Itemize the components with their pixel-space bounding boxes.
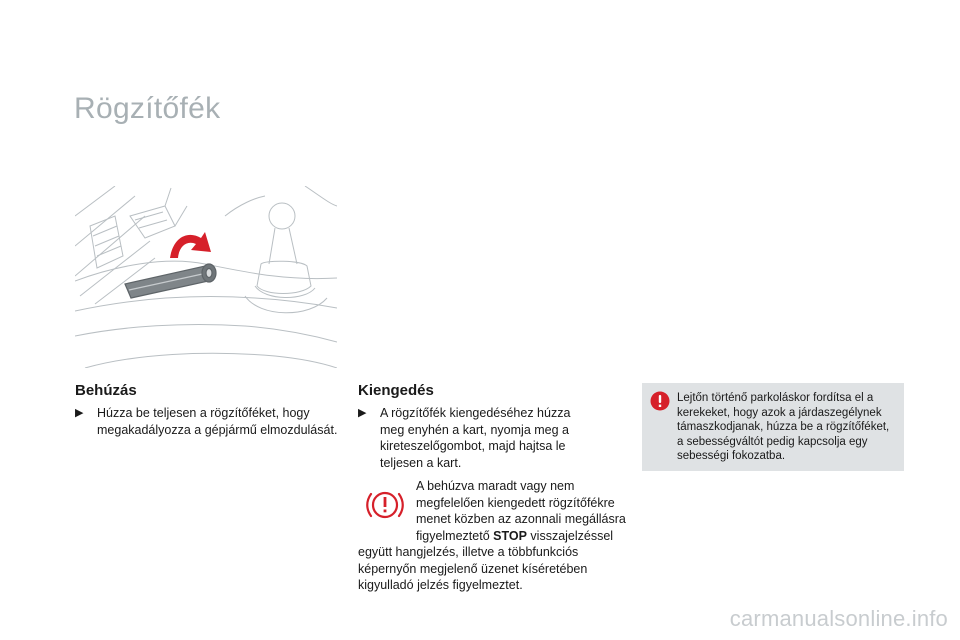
bullet-arrow-icon: ▶ [358, 407, 367, 419]
brake-warning-icon [364, 484, 406, 526]
brake-warning-note [358, 478, 626, 594]
handbrake-illustration [75, 186, 337, 368]
info-box-parking-slope [642, 383, 904, 471]
behuzas-heading: Behúzás [75, 382, 137, 399]
brake-warning-text: A behúzva maradt vagy nem megfelelően kiengedett rögzítőfékre menet közben az azonnali megállásra figyelmeztető STOP visszajelzéssel együtt hangjelzés, illetve a többfunkciós képernyőn megjelenő üzenet kíséretében kigyulladó jelzés figyelmeztet. [358, 479, 626, 592]
bullet-arrow-icon: ▶ [75, 407, 84, 419]
footer-watermark: carmanualsonline.info [729, 606, 948, 631]
behuzas-bullet [75, 405, 345, 438]
kiengedes-bullet [358, 405, 593, 471]
info-box-text: Lejtőn történő parkoláskor fordítsa el a kerekeket, hogy azok a járdaszegélynek támaszkodjanak, húzza be a rögzítőféket, a sebességváltót pedig kapcsolja egy sebességi fokozatba. [677, 392, 890, 462]
kiengedes-bullet-text: A rögzítőfék kiengedéséhez húzza meg enyhén a kart, nyomja meg a kireteszelőgombot, majd hajtsa le teljesen a kart. [380, 406, 571, 470]
stop-word: STOP [493, 528, 527, 543]
page-title: Rögzítőfék [74, 92, 221, 125]
behuzas-bullet-text: Húzza be teljesen a rögzítőféket, hogy megakadályozza a gépjármű elmozdulását. [97, 406, 338, 437]
exclamation-icon [650, 391, 670, 411]
kiengedes-heading: Kiengedés [358, 382, 434, 399]
